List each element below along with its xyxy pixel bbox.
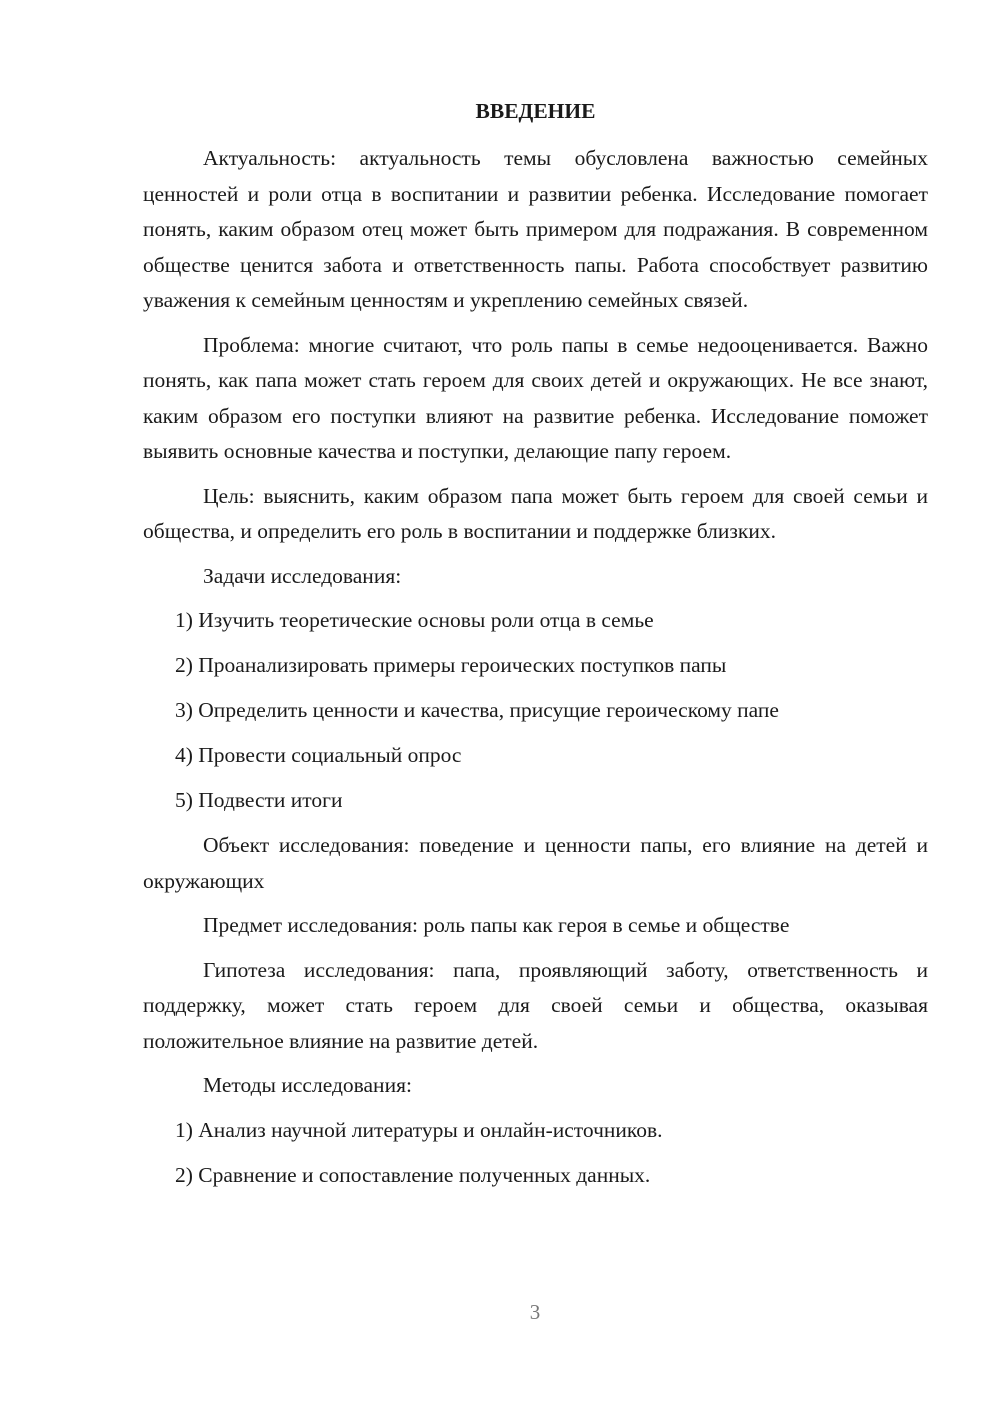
problem-paragraph: Проблема: многие считают, что роль папы в семье недооценивается. Важно понять, как папа может стать героем для своих детей и окружающих. Не все знают, каким образом его поступки влияют на развитие ребенка. Исследование поможет выявить основные качества и поступки, делающие папу героем. — [143, 332, 928, 463]
tasks-heading: Задачи исследования: — [203, 563, 402, 588]
subject-paragraph: Предмет исследования: роль папы как героя в семье и обществе — [203, 913, 790, 937]
list-item: 5) Подвести итоги — [175, 788, 343, 812]
methods-heading: Методы исследования: — [203, 1073, 412, 1097]
tasks-list — [143, 603, 928, 819]
document-page — [143, 96, 928, 1203]
list-item: 1) Анализ научной литературы и онлайн-источников. — [175, 1117, 663, 1142]
list-item: 4) Провести социальный опрос — [175, 743, 462, 767]
list-item: 3) Определить ценности и качества, присущие героическому папе — [175, 698, 779, 722]
goal-paragraph: Цель: выяснить, каким образом папа может быть героем для своей семьи и общества, и определить его роль в воспитании и поддержке близких. — [143, 483, 928, 543]
relevance-paragraph: Актуальность: актуальность темы обусловлена важностью семейных ценностей и роли отца в воспитании и развитии ребенка. Исследование помогает понять, каким образом отец может быть примером для подражания. В современном обществе ценится забота и ответственность папы. Работа способствует развитию уважения к семейным ценностям и укреплению семейных связей. — [143, 146, 928, 312]
list-item: 1) Изучить теоретические основы роли отца в семье — [175, 608, 654, 632]
methods-list — [143, 1113, 928, 1194]
list-item: 2) Сравнение и сопоставление полученных данных. — [175, 1162, 651, 1187]
object-paragraph: Объект исследования: поведение и ценности папы, его влияние на детей и окружающих — [143, 833, 928, 893]
page-title: ВВЕДЕНИЕ — [475, 99, 596, 123]
hypothesis-paragraph: Гипотеза исследования: папа, проявляющий заботу, ответственность и поддержку, может стать героем для своей семьи и общества, оказывая положительное влияние на развитие детей. — [143, 957, 928, 1053]
page-number: 3 — [529, 1300, 541, 1324]
list-item: 2) Проанализировать примеры героических поступков папы — [175, 653, 727, 677]
